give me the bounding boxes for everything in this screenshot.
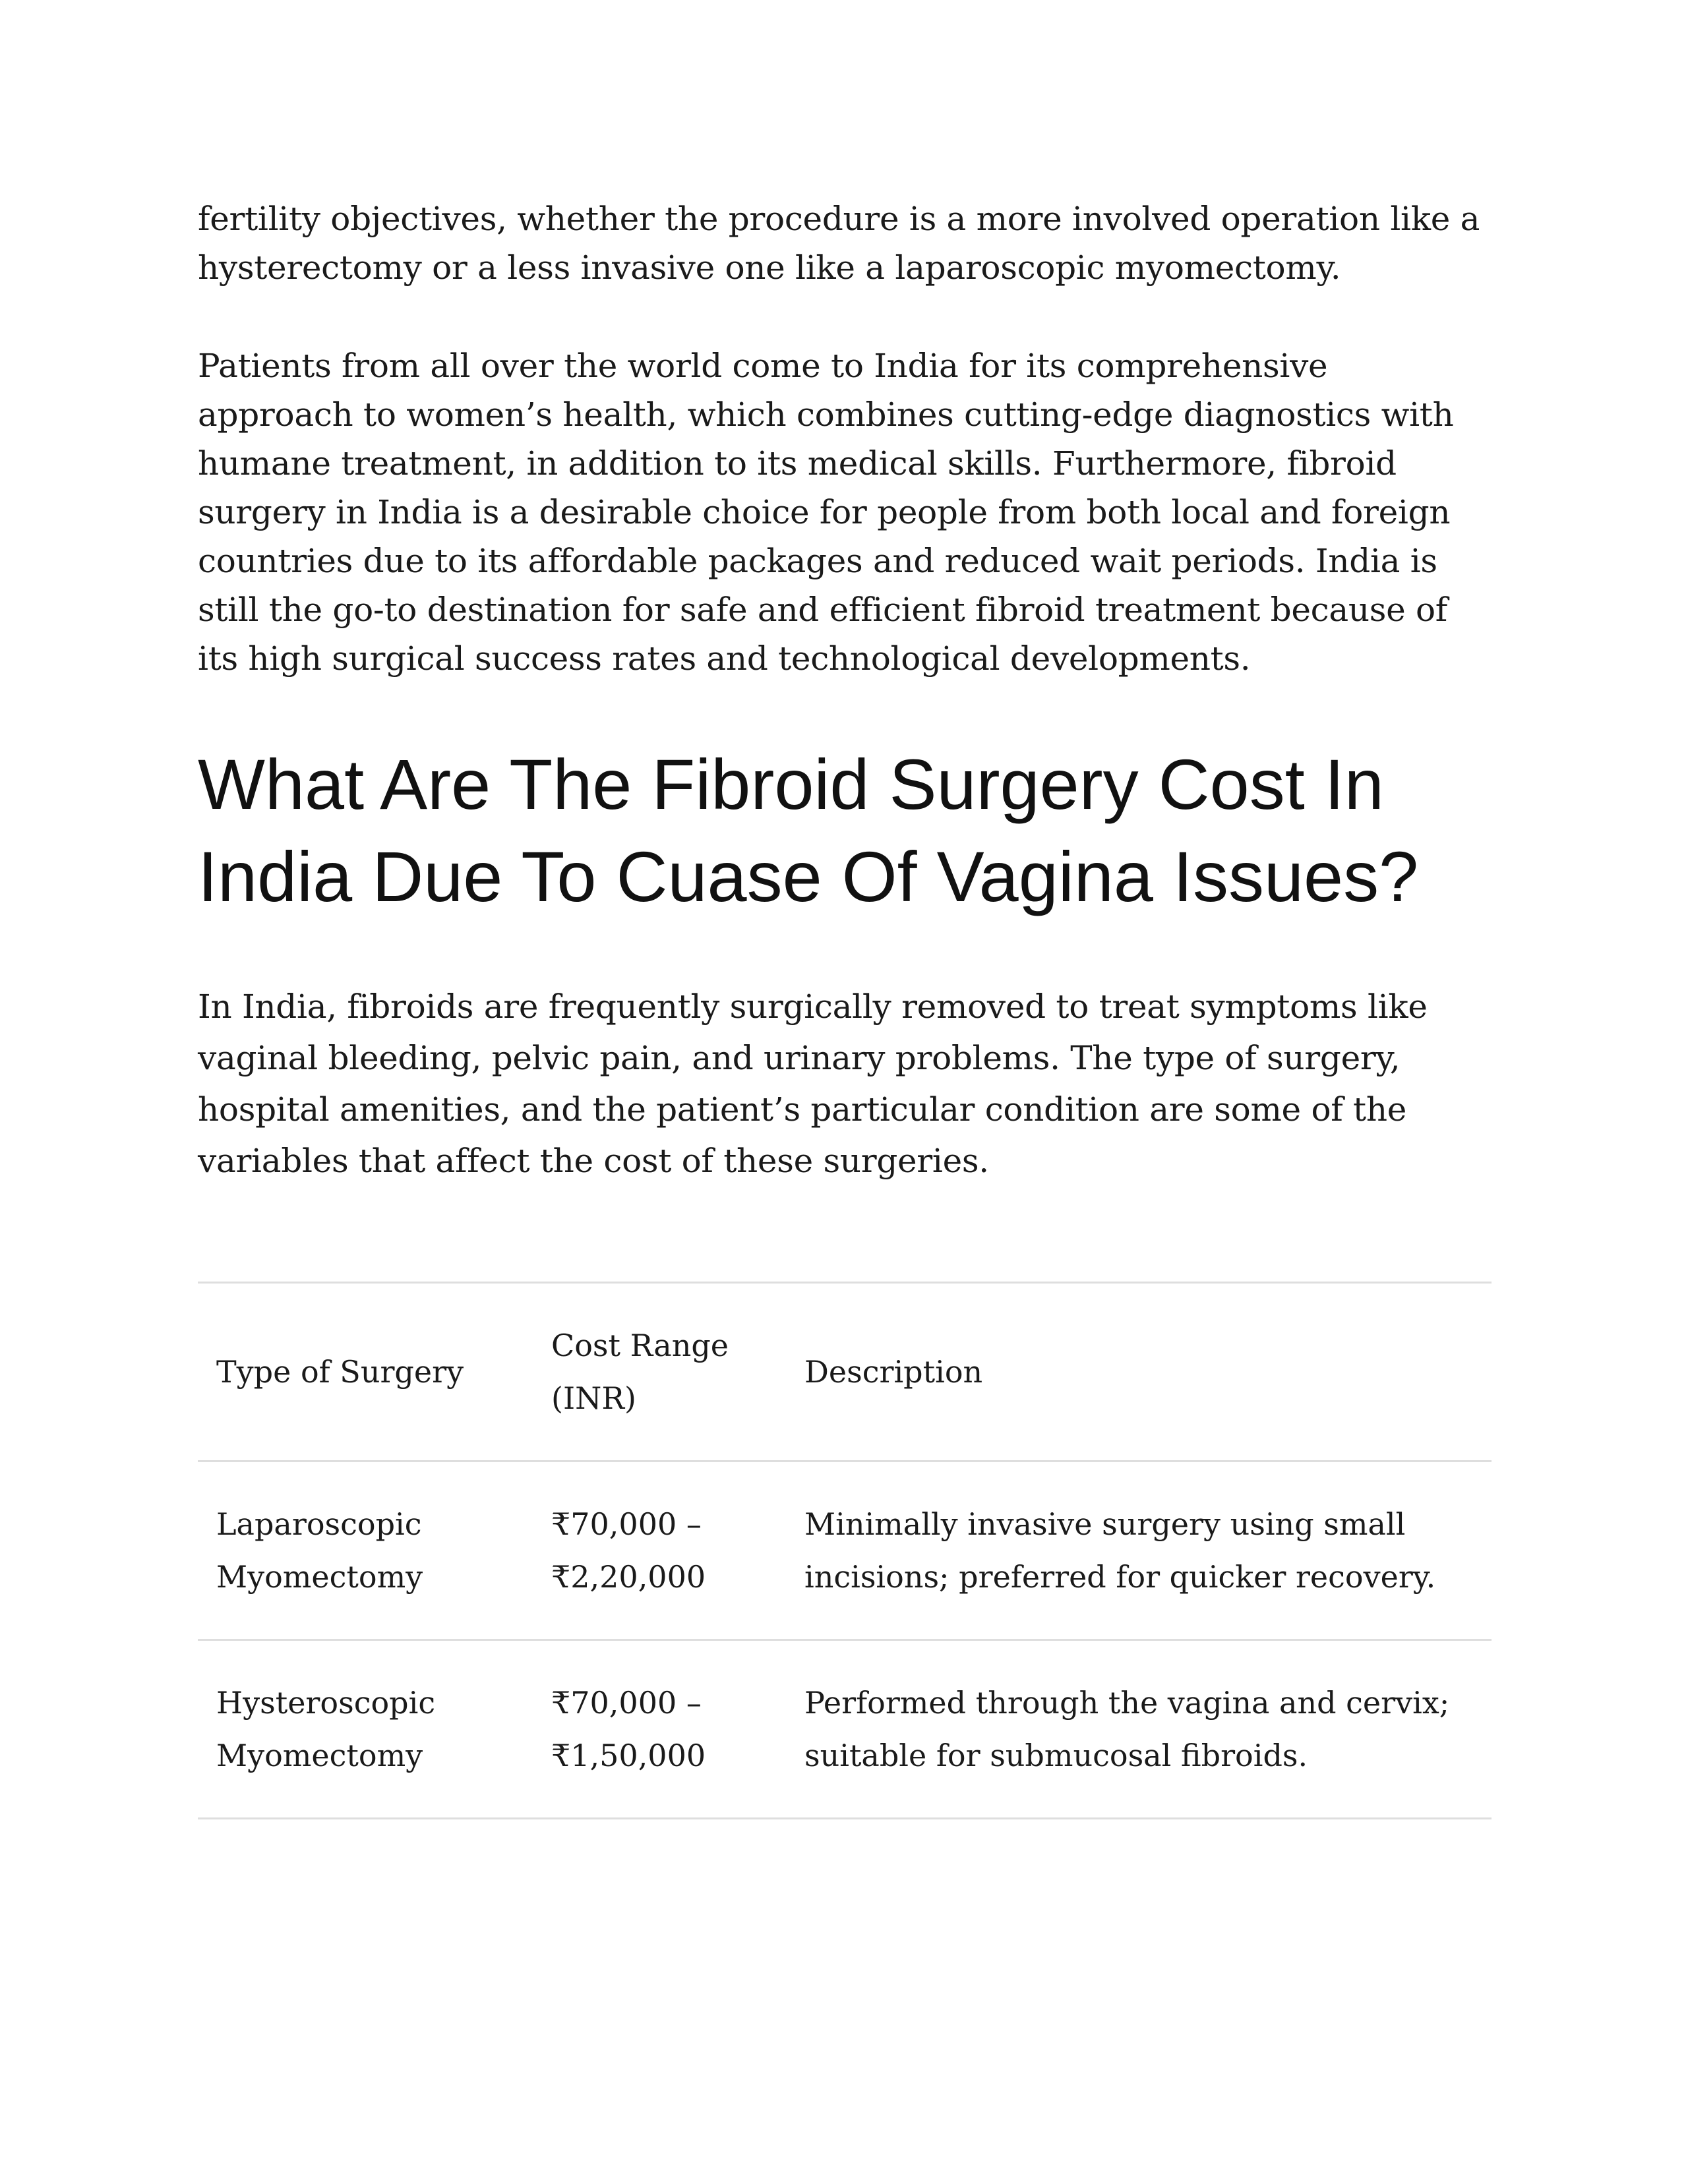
table-header-row — [198, 1283, 1492, 1461]
section-heading: What Are The Fibroid Surgery Cost In India Due To Cuase Of Vagina Issues? — [198, 744, 1419, 916]
paragraph-fibroids: In India, fibroids are frequently surgically removed to treat symptoms like vaginal bleeding, pelvic pain, and urinary problems. The type of surgery, hospital amenities, and the patient’s particular condition are some of the variables that affect the cost of these surgeries. — [198, 988, 1428, 1180]
header-type-of-surgery: Type of Surgery — [198, 1283, 533, 1461]
cell-surgery-type: Laparoscopic Myomectomy — [198, 1461, 533, 1640]
cell-cost-range: ₹70,000 – ₹2,20,000 — [533, 1461, 786, 1640]
cost-table — [198, 1282, 1492, 1819]
header-cost-range: Cost Range (INR) — [533, 1283, 786, 1461]
table-row — [198, 1461, 1492, 1640]
cell-cost-range: ₹70,000 – ₹1,50,000 — [533, 1640, 786, 1819]
cell-description: Minimally invasive surgery using small incisions; preferred for quicker recovery. — [786, 1461, 1492, 1640]
table-row — [198, 1640, 1492, 1819]
header-description: Description — [786, 1283, 1492, 1461]
cell-description: Performed through the vagina and cervix; suitable for submucosal fibroids. — [786, 1640, 1492, 1819]
paragraph-patients: Patients from all over the world come to India for its comprehensive approach to women’s health, which combines cutting-edge diagnostics with humane treatment, in addition to its medical skills. Furthermore, fibroid surgery in India is a desirable choice for people from both local and foreign countries due to its affordable packages and reduced wait periods. India is still the go-to destination for safe and efficient fibroid treatment because of its high surgical success rates and technological developments. — [198, 347, 1454, 678]
paragraph-fertility: fertility objectives, whether the procedure is a more involved operation like a hysterectomy or a less invasive one like a laparoscopic myomectomy. — [198, 200, 1480, 287]
cell-surgery-type: Hysteroscopic Myomectomy — [198, 1640, 533, 1819]
